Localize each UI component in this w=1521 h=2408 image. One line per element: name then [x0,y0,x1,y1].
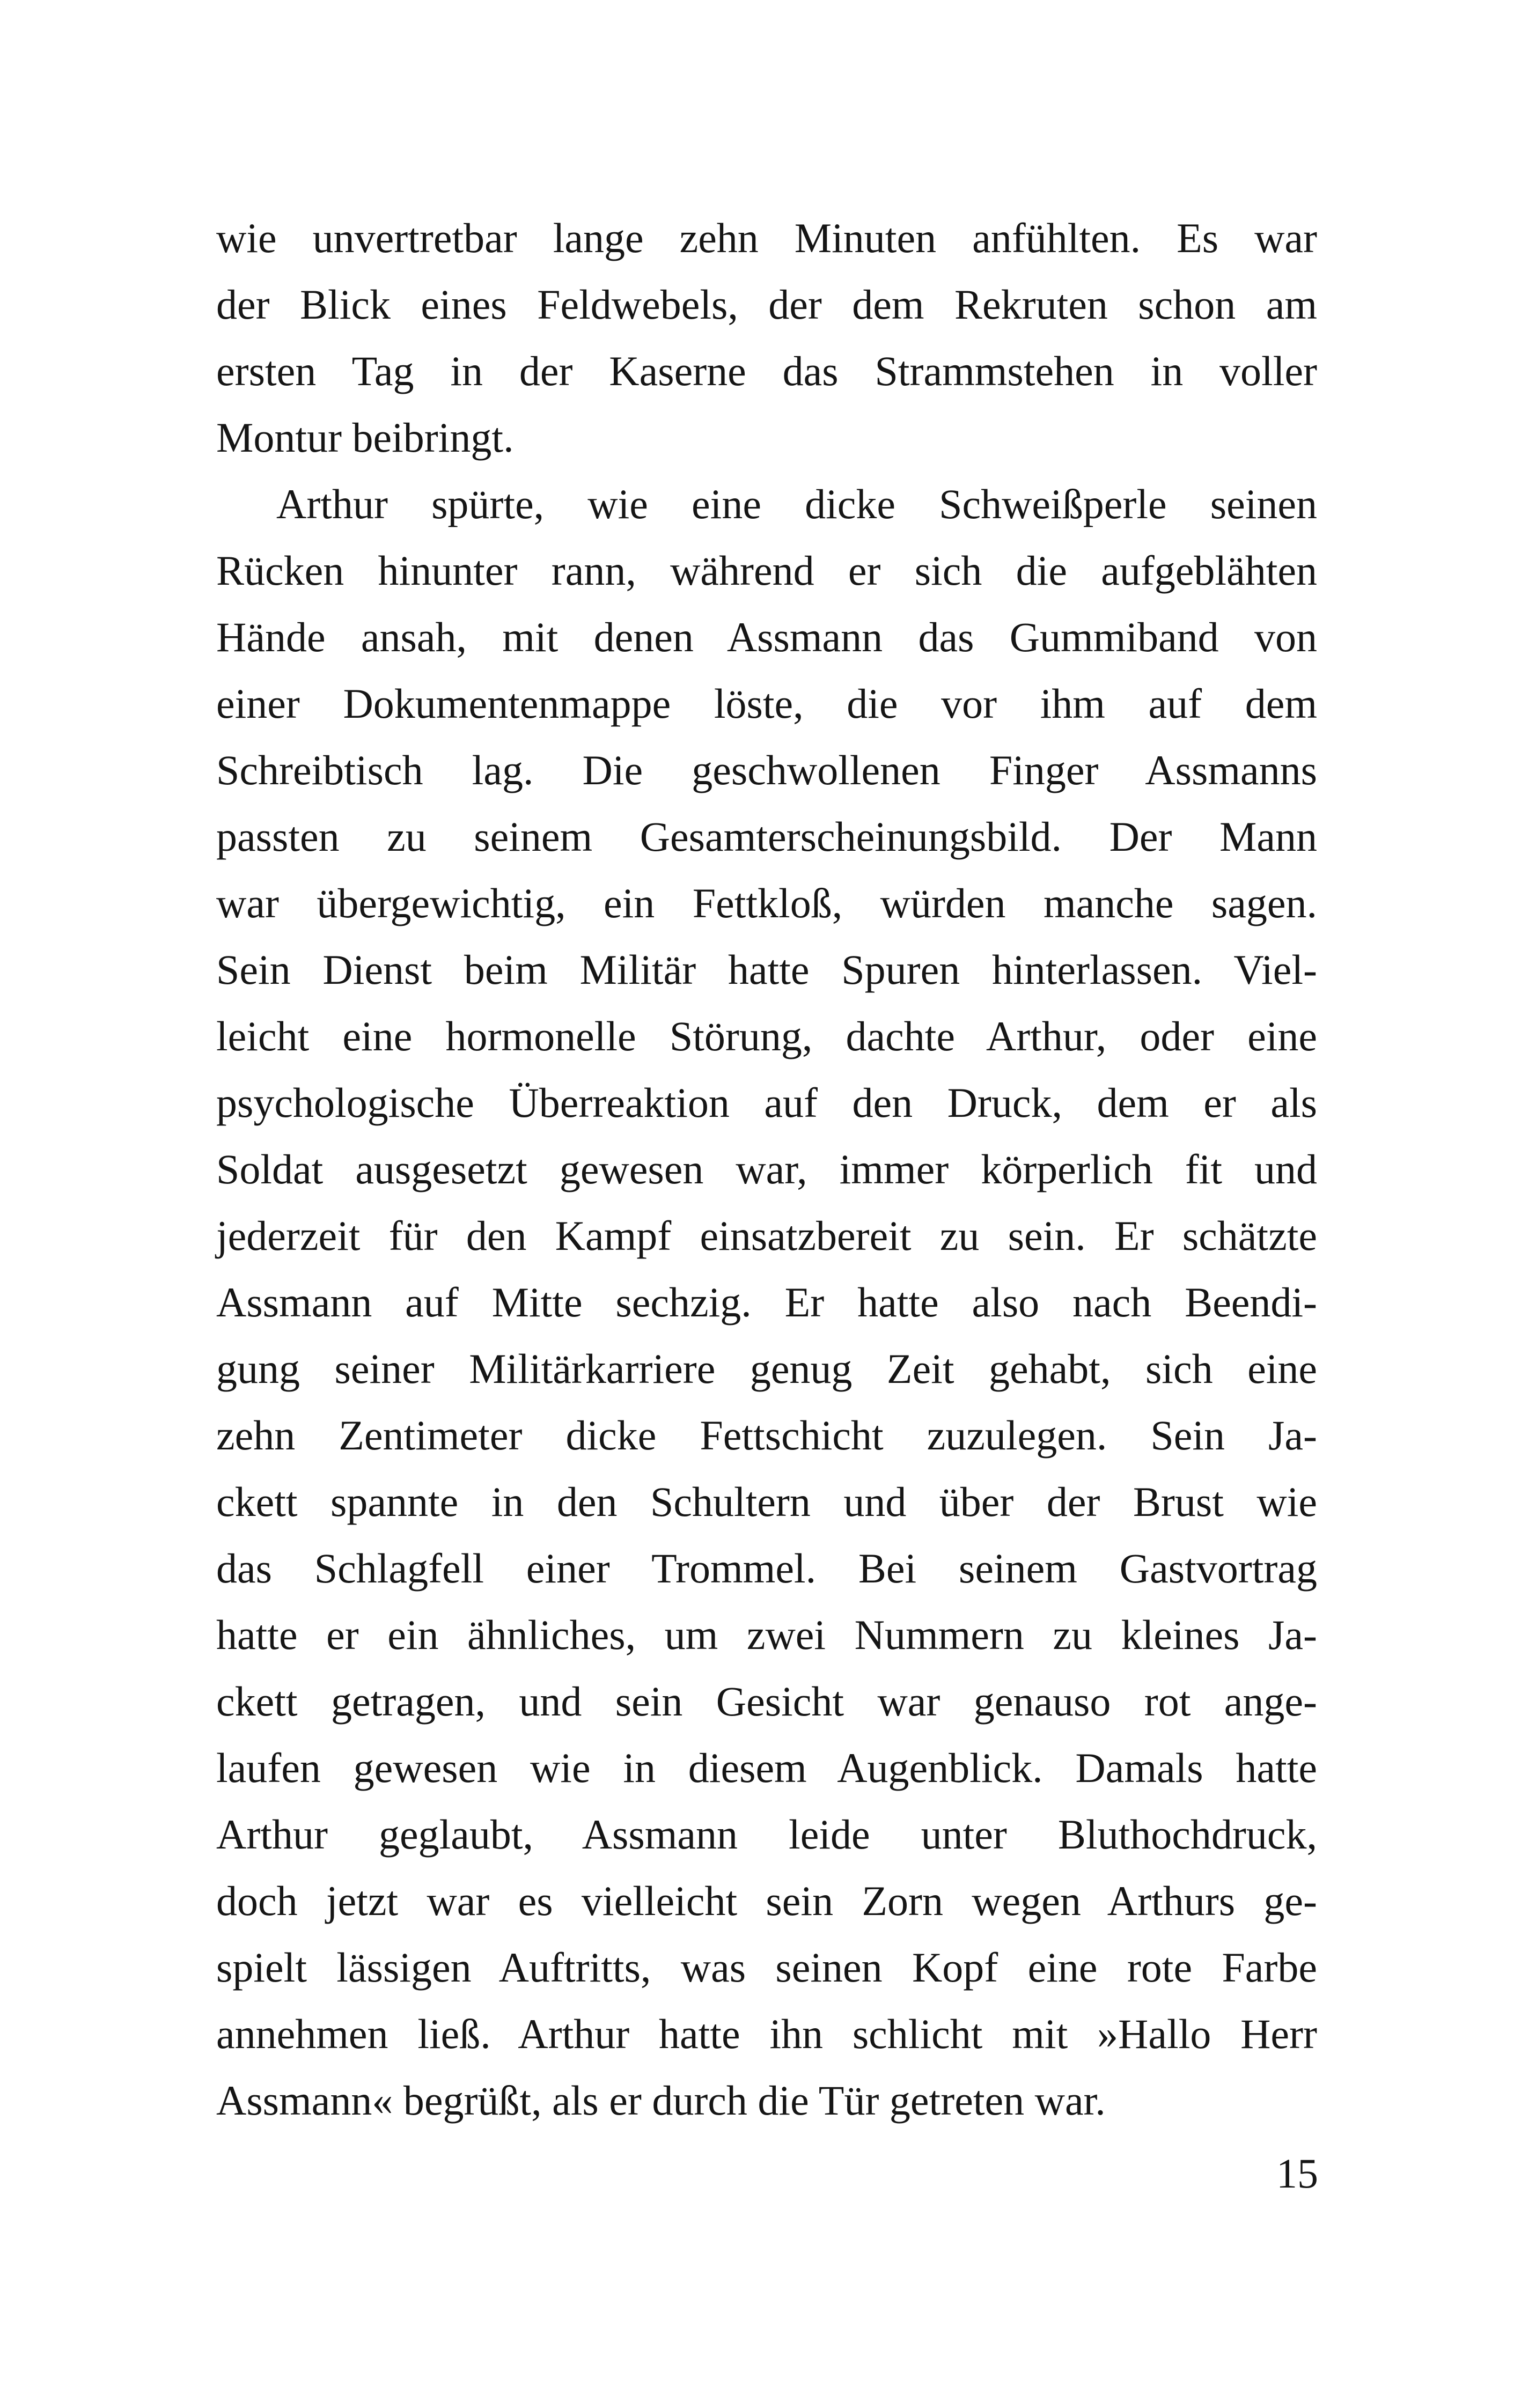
body-text [216,205,1317,2134]
text-line: war übergewichtig, ein Fettkloß, würden manche sagen. [216,880,1317,926]
text-line: zehn Zentimeter dicke Fettschicht zuzulegen. Sein Ja- [216,1412,1317,1459]
text-line: ckett getragen, und sein Gesicht war genauso rot ange- [216,1678,1317,1725]
text-line: ckett spannte in den Schultern und über der Brust wie [216,1478,1317,1525]
paragraph [216,471,1317,2134]
text-line: Rücken hinunter rann, während er sich die aufgeblähten [216,547,1317,594]
text-line: annehmen ließ. Arthur hatte ihn schlicht mit »Hallo Herr [216,2011,1317,2057]
text-line: leicht eine hormonelle Störung, dachte Arthur, oder eine [216,1013,1317,1059]
text-line: Arthur geglaubt, Assmann leide unter Bluthochdruck, [216,1811,1317,1858]
text-line: spielt lässigen Auftritts, was seinen Kopf eine rote Farbe [216,1944,1317,1991]
text-line: psychologische Überreaktion auf den Druck, dem er als [216,1079,1317,1126]
text-line: wie unvertretbar lange zehn Minuten anfühlten. Es war [216,215,1317,261]
text-line: Schreibtisch lag. Die geschwollenen Finger Assmanns [216,747,1317,793]
text-line: Arthur spürte, wie eine dicke Schweißperle seinen [276,481,1317,527]
text-line: das Schlagfell einer Trommel. Bei seinem Gastvortrag [216,1545,1317,1592]
page-number: 15 [1276,2150,1318,2197]
text-line: gung seiner Militärkarriere genug Zeit gehabt, sich eine [216,1345,1317,1392]
text-line: Assmann auf Mitte sechzig. Er hatte also nach Beendi- [216,1279,1317,1325]
text-line: laufen gewesen wie in diesem Augenblick. Damals hatte [216,1744,1317,1791]
text-line: hatte er ein ähnliches, um zwei Nummern zu kleines Ja- [216,1611,1317,1658]
text-line: einer Dokumentenmappe löste, die vor ihm auf dem [216,680,1317,727]
text-line: Soldat ausgesetzt gewesen war, immer körperlich fit und [216,1146,1317,1192]
text-line: jederzeit für den Kampf einsatzbereit zu sein. Er schätzte [216,1212,1317,1259]
text-line: ersten Tag in der Kaserne das Strammstehen in voller [216,348,1317,394]
text-line: passten zu seinem Gesamterscheinungsbild. Der Mann [216,813,1317,860]
text-line: Sein Dienst beim Militär hatte Spuren hinterlassen. Viel- [216,946,1317,993]
text-line: Hände ansah, mit denen Assmann das Gummiband von [216,614,1317,660]
text-line: Montur beibringt. [216,414,514,461]
text-line: der Blick eines Feldwebels, der dem Rekruten schon am [216,281,1317,328]
text-line: doch jetzt war es vielleicht sein Zorn wegen Arthurs ge- [216,1877,1317,1924]
paragraph [216,205,1317,471]
text-line: Assmann« begrüßt, als er durch die Tür getreten war. [216,2077,1106,2124]
